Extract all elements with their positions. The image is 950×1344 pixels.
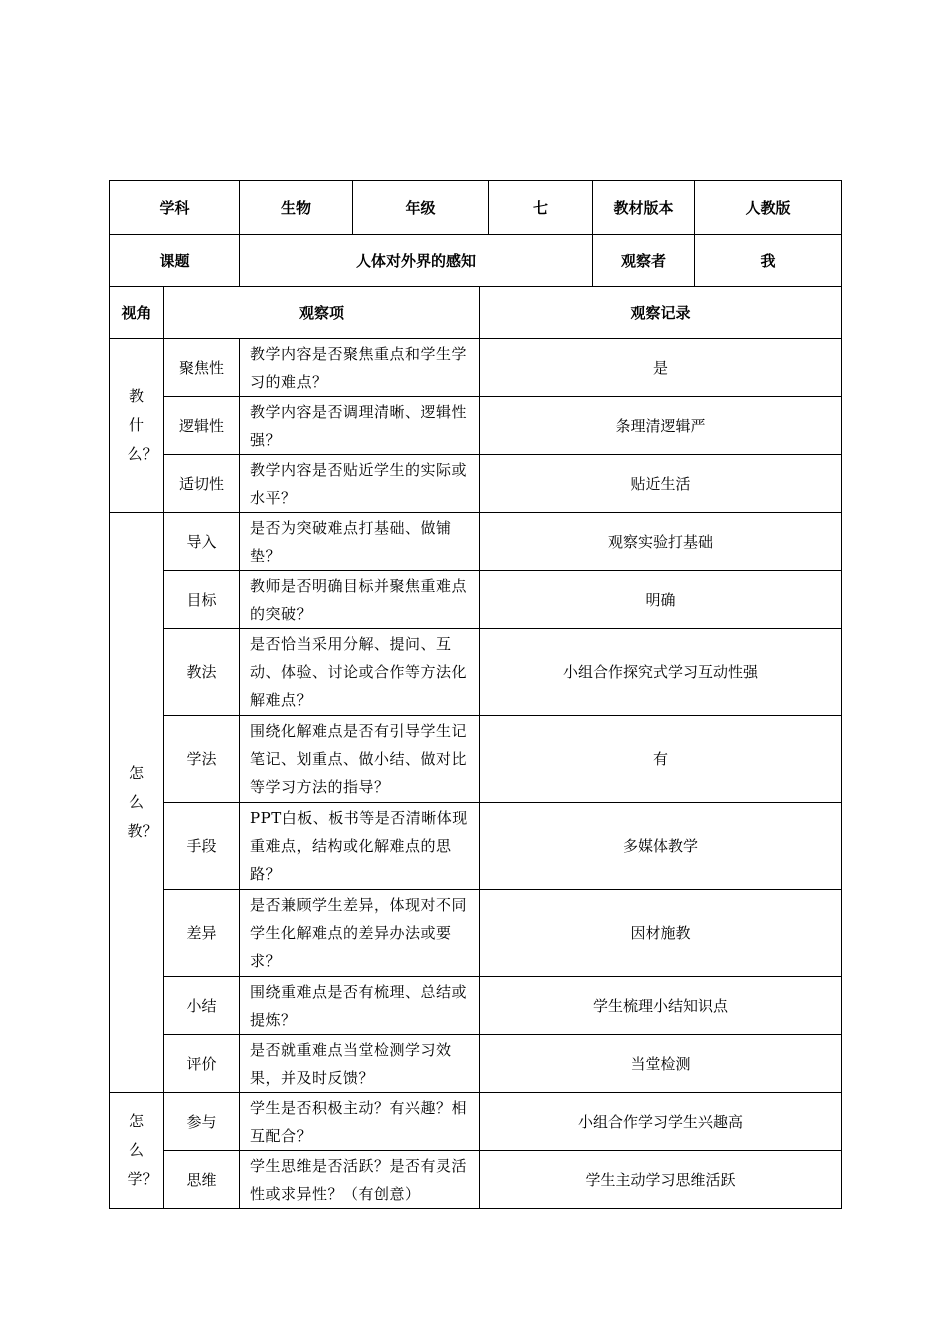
question-cell: 教学内容是否调理清晰、逻辑性强？ — [240, 397, 480, 455]
table-row — [110, 1035, 842, 1093]
record-cell: 小组合作学习学生兴趣高 — [480, 1093, 842, 1151]
table-row — [110, 890, 842, 977]
aspect-cell: 思维 — [164, 1151, 240, 1209]
record-cell: 小组合作探究式学习互动性强 — [480, 629, 842, 716]
record-cell: 学生主动学习思维活跃 — [480, 1151, 842, 1209]
table-row — [110, 803, 842, 890]
table-row — [110, 1093, 842, 1151]
table-row — [110, 571, 842, 629]
header-row-topic — [110, 235, 842, 287]
question-cell: 围绕重难点是否有梳理、总结或提炼？ — [240, 977, 480, 1035]
category-label: 怎么学？ — [127, 1112, 158, 1188]
record-header: 观察记录 — [480, 287, 842, 339]
record-cell: 因材施教 — [480, 890, 842, 977]
topic-value: 人体对外界的感知 — [240, 235, 593, 287]
perspective-header: 视角 — [110, 287, 164, 339]
record-cell: 多媒体教学 — [480, 803, 842, 890]
category-cell — [110, 1093, 164, 1209]
aspect-cell: 教法 — [164, 629, 240, 716]
table-row — [110, 339, 842, 397]
category-cell — [110, 339, 164, 513]
topic-label: 课题 — [110, 235, 240, 287]
column-header-row — [110, 287, 842, 339]
record-cell: 当堂检测 — [480, 1035, 842, 1093]
table-row — [110, 1151, 842, 1209]
table-row — [110, 455, 842, 513]
table-row — [110, 513, 842, 571]
question-cell: 学生思维是否活跃？是否有灵活性或求异性？（有创意） — [240, 1151, 480, 1209]
subject-label: 学科 — [110, 181, 240, 235]
aspect-cell: 聚焦性 — [164, 339, 240, 397]
observer-label: 观察者 — [593, 235, 695, 287]
question-cell: 教学内容是否聚焦重点和学生学习的难点？ — [240, 339, 480, 397]
table-row — [110, 977, 842, 1035]
subject-grade-cell — [240, 181, 593, 235]
question-cell: 教师是否明确目标并聚焦重难点的突破？ — [240, 571, 480, 629]
record-cell: 贴近生活 — [480, 455, 842, 513]
header-row-subject — [110, 181, 842, 235]
question-cell: 教学内容是否贴近学生的实际或水平？ — [240, 455, 480, 513]
aspect-cell: 差异 — [164, 890, 240, 977]
record-cell: 学生梳理小结知识点 — [480, 977, 842, 1035]
aspect-cell: 参与 — [164, 1093, 240, 1151]
question-cell: 是否恰当采用分解、提问、互动、体验、讨论或合作等方法化解难点？ — [240, 629, 480, 716]
table-row — [110, 716, 842, 803]
table-row — [110, 397, 842, 455]
category-label: 怎么教？ — [127, 764, 158, 840]
question-cell: 围绕化解难点是否有引导学生记笔记、划重点、做小结、做对比等学习方法的指导？ — [240, 716, 480, 803]
aspect-cell: 适切性 — [164, 455, 240, 513]
edition-value: 人教版 — [695, 181, 842, 235]
aspect-cell: 学法 — [164, 716, 240, 803]
category-cell — [110, 513, 164, 1093]
question-cell: 学生是否积极主动？有兴趣？相互配合？ — [240, 1093, 480, 1151]
aspect-cell: 导入 — [164, 513, 240, 571]
record-cell: 条理清逻辑严 — [480, 397, 842, 455]
question-cell: 是否就重难点当堂检测学习效果，并及时反馈？ — [240, 1035, 480, 1093]
question-cell: PPT白板、板书等是否清晰体现重难点，结构或化解难点的思路？ — [240, 803, 480, 890]
table-row — [110, 629, 842, 716]
grade-value: 七 — [532, 198, 548, 217]
item-header: 观察项 — [164, 287, 480, 339]
aspect-cell: 逻辑性 — [164, 397, 240, 455]
record-cell: 有 — [480, 716, 842, 803]
aspect-cell: 评价 — [164, 1035, 240, 1093]
aspect-cell: 小结 — [164, 977, 240, 1035]
grade-label: 年级 — [353, 181, 489, 234]
subject-value: 生物 — [240, 181, 353, 234]
observer-value: 我 — [695, 235, 842, 287]
question-cell: 是否兼顾学生差异，体现对不同学生化解难点的差异办法或要求？ — [240, 890, 480, 977]
question-cell: 是否为突破难点打基础、做铺垫？ — [240, 513, 480, 571]
aspect-cell: 目标 — [164, 571, 240, 629]
edition-label: 教材版本 — [593, 181, 695, 235]
observation-table — [109, 180, 842, 1209]
record-cell: 是 — [480, 339, 842, 397]
category-label: 教什么？ — [127, 387, 158, 463]
aspect-cell: 手段 — [164, 803, 240, 890]
record-cell: 观察实验打基础 — [480, 513, 842, 571]
record-cell: 明确 — [480, 571, 842, 629]
